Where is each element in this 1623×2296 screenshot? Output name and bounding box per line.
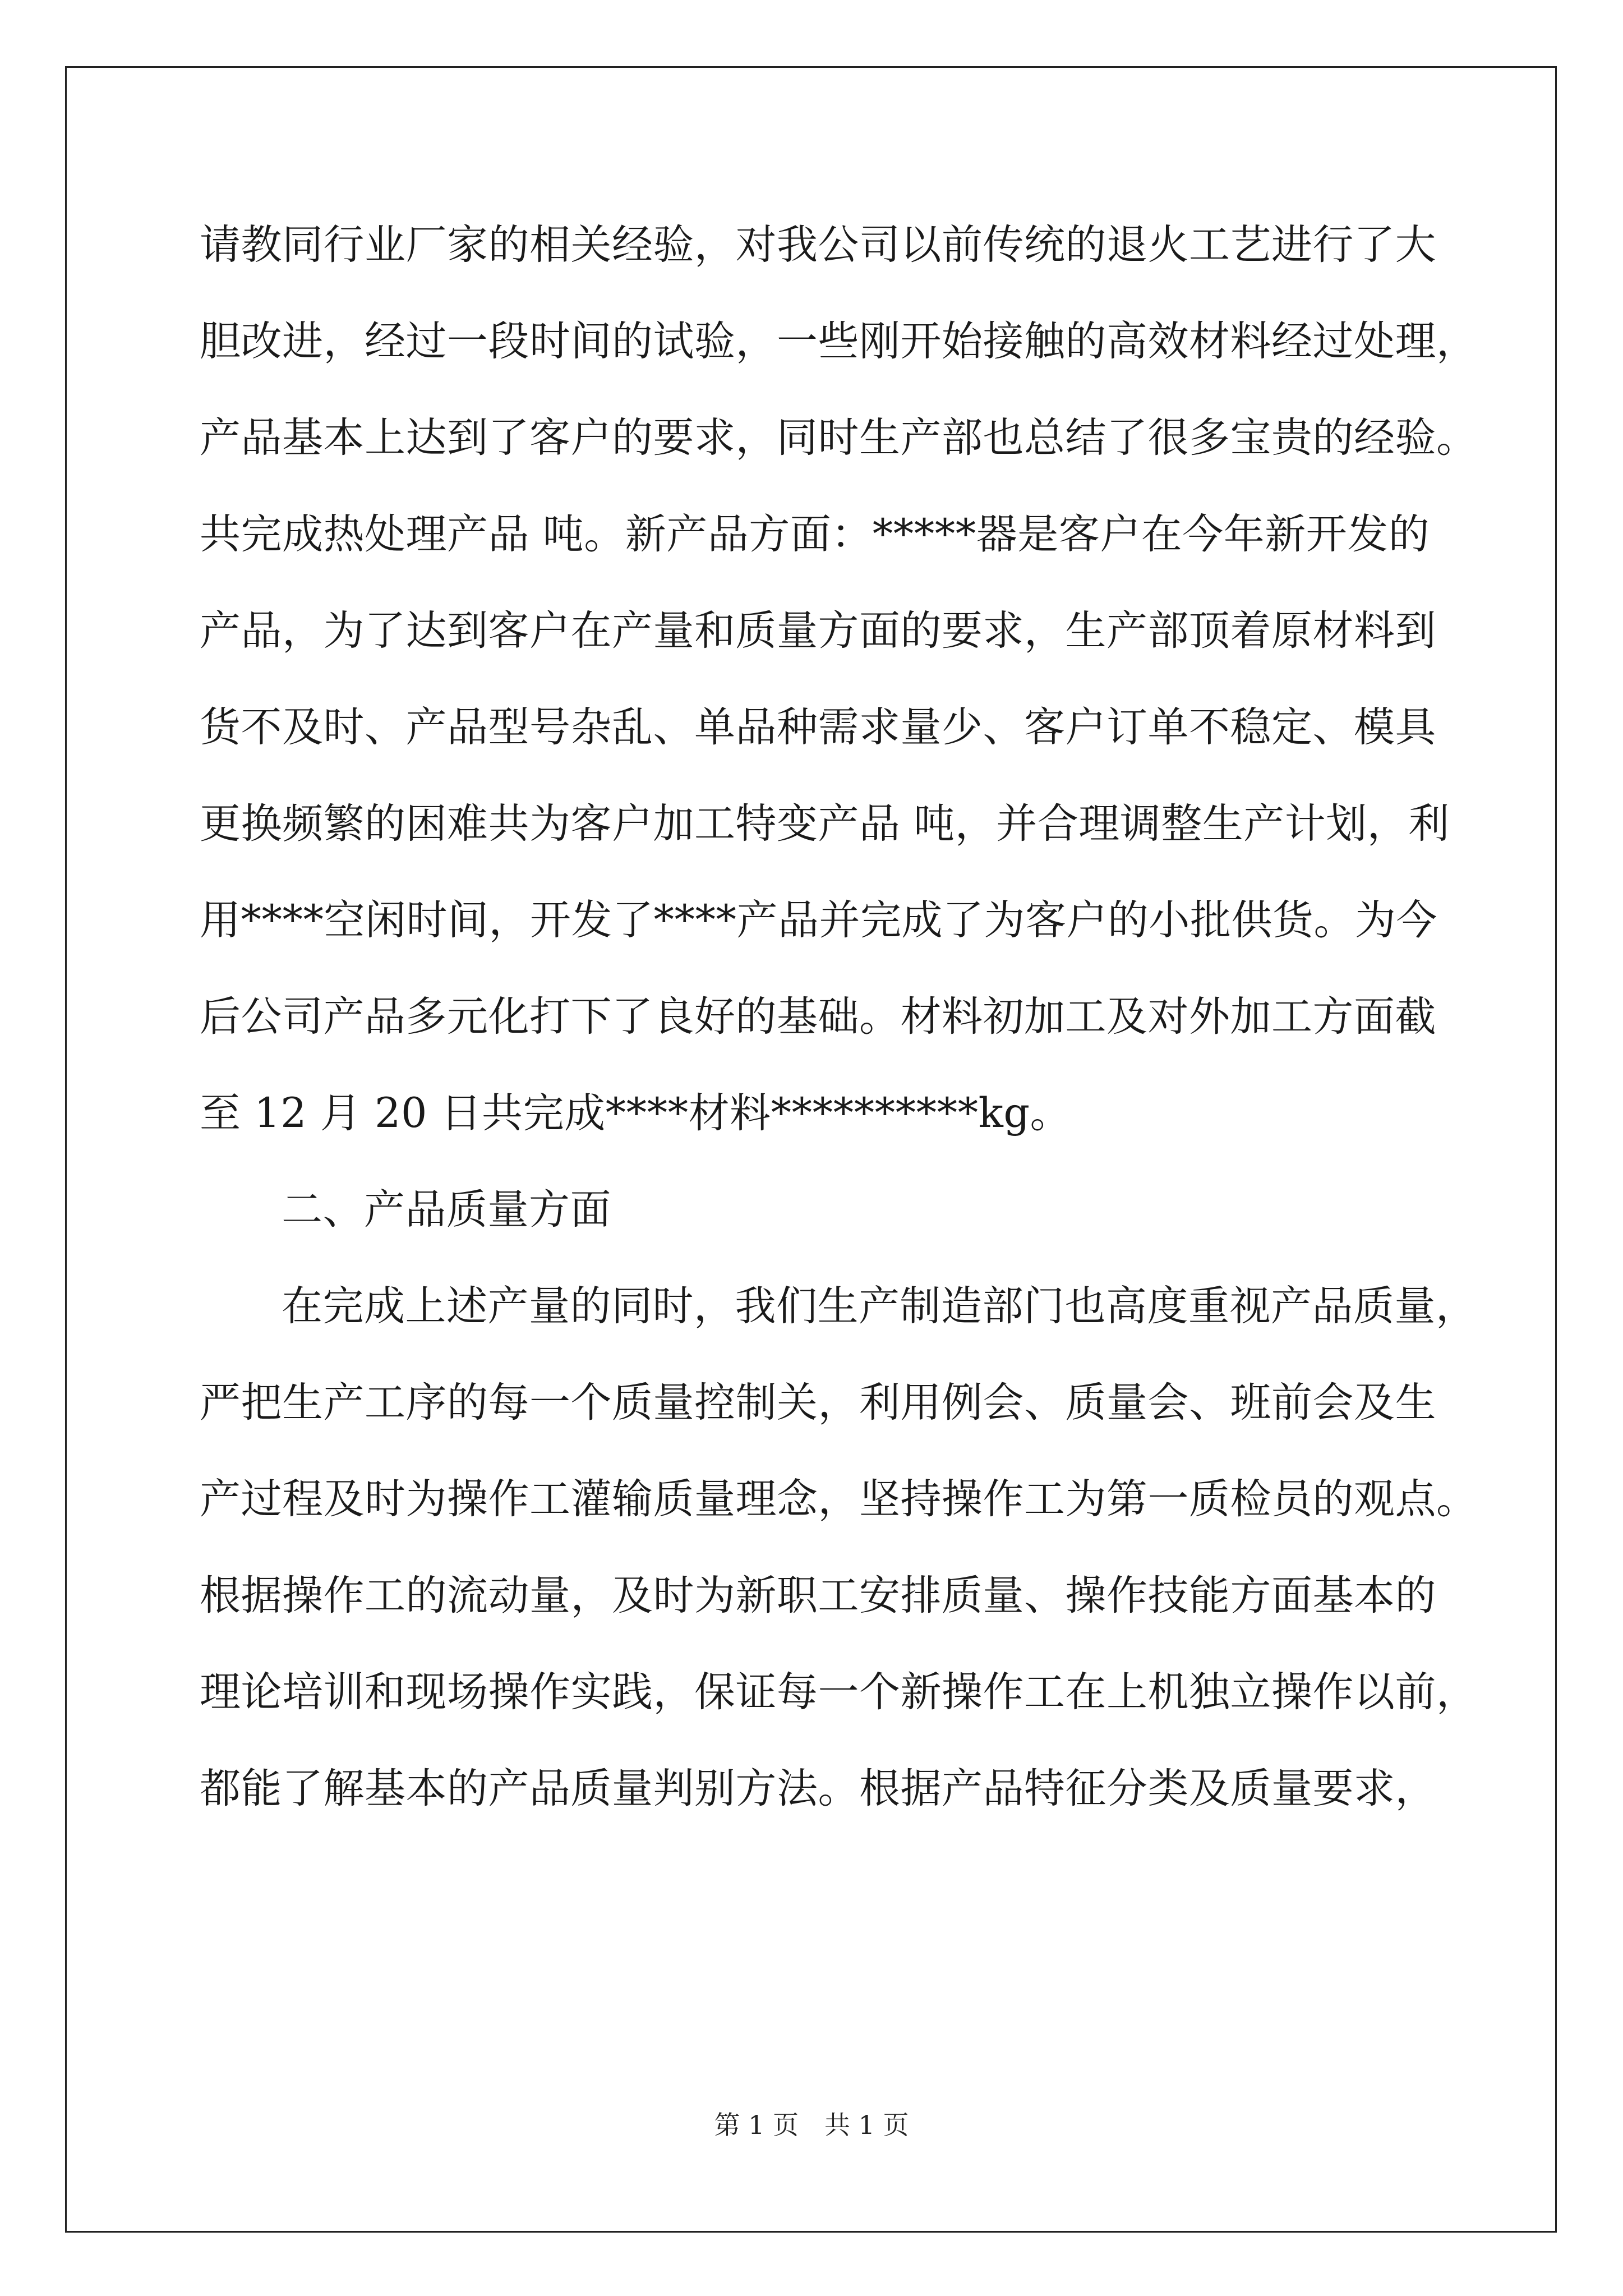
text-line: 请教同行业厂家的相关经验，对我公司以前传统的退火工艺进行了大 [200, 221, 1436, 269]
text-line: 严把生产工序的每一个质量控制关，利用例会、质量会、班前会及生 [200, 1379, 1436, 1427]
page-number-footer: 第 1 页 共 1 页 [714, 2110, 909, 2140]
text-line: 产品基本上达到了客户的要求，同时生产部也总结了很多宝贵的经验。 [200, 414, 1478, 462]
text-line: 都能了解基本的产品质量判别方法。根据产品特征分类及质量要求， [200, 1765, 1436, 1812]
text-line: 在完成上述产量的同时，我们生产制造部门也高度重视产品质量， [282, 1282, 1477, 1330]
text-line: 产品，为了达到客户在产量和质量方面的要求，生产部顶着原材料到 [200, 607, 1436, 655]
text-line: 货不及时、产品型号杂乱、单品种需求量少、客户订单不稳定、模具 [200, 703, 1436, 751]
page-border [65, 66, 1557, 2233]
text-line: 胆改进，经过一段时间的试验，一些刚开始接触的高效材料经过处理， [200, 318, 1478, 365]
text-line: 共完成热处理产品 吨。新产品方面：*****器是客户在今年新开发的 [200, 510, 1430, 558]
text-line: 产过程及时为操作工灌输质量理念，坚持操作工为第一质检员的观点。 [200, 1475, 1478, 1523]
text-line: 理论培训和现场操作实践，保证每一个新操作工在上机独立操作以前， [200, 1668, 1478, 1716]
section-heading: 二、产品质量方面 [282, 1186, 611, 1234]
text-line: 至 12 月 20 日共完成****材料**********kg。 [200, 1089, 1072, 1137]
text-line: 更换频繁的困难共为客户加工特变产品 吨，并合理调整生产计划，利 [200, 800, 1450, 848]
text-line: 用****空闲时间，开发了****产品并完成了为客户的小批供货。为今 [200, 896, 1437, 944]
text-line: 根据操作工的流动量，及时为新职工安排质量、操作技能方面基本的 [200, 1572, 1436, 1619]
text-line: 后公司产品多元化打下了良好的基础。材料初加工及对外加工方面截 [200, 993, 1436, 1041]
